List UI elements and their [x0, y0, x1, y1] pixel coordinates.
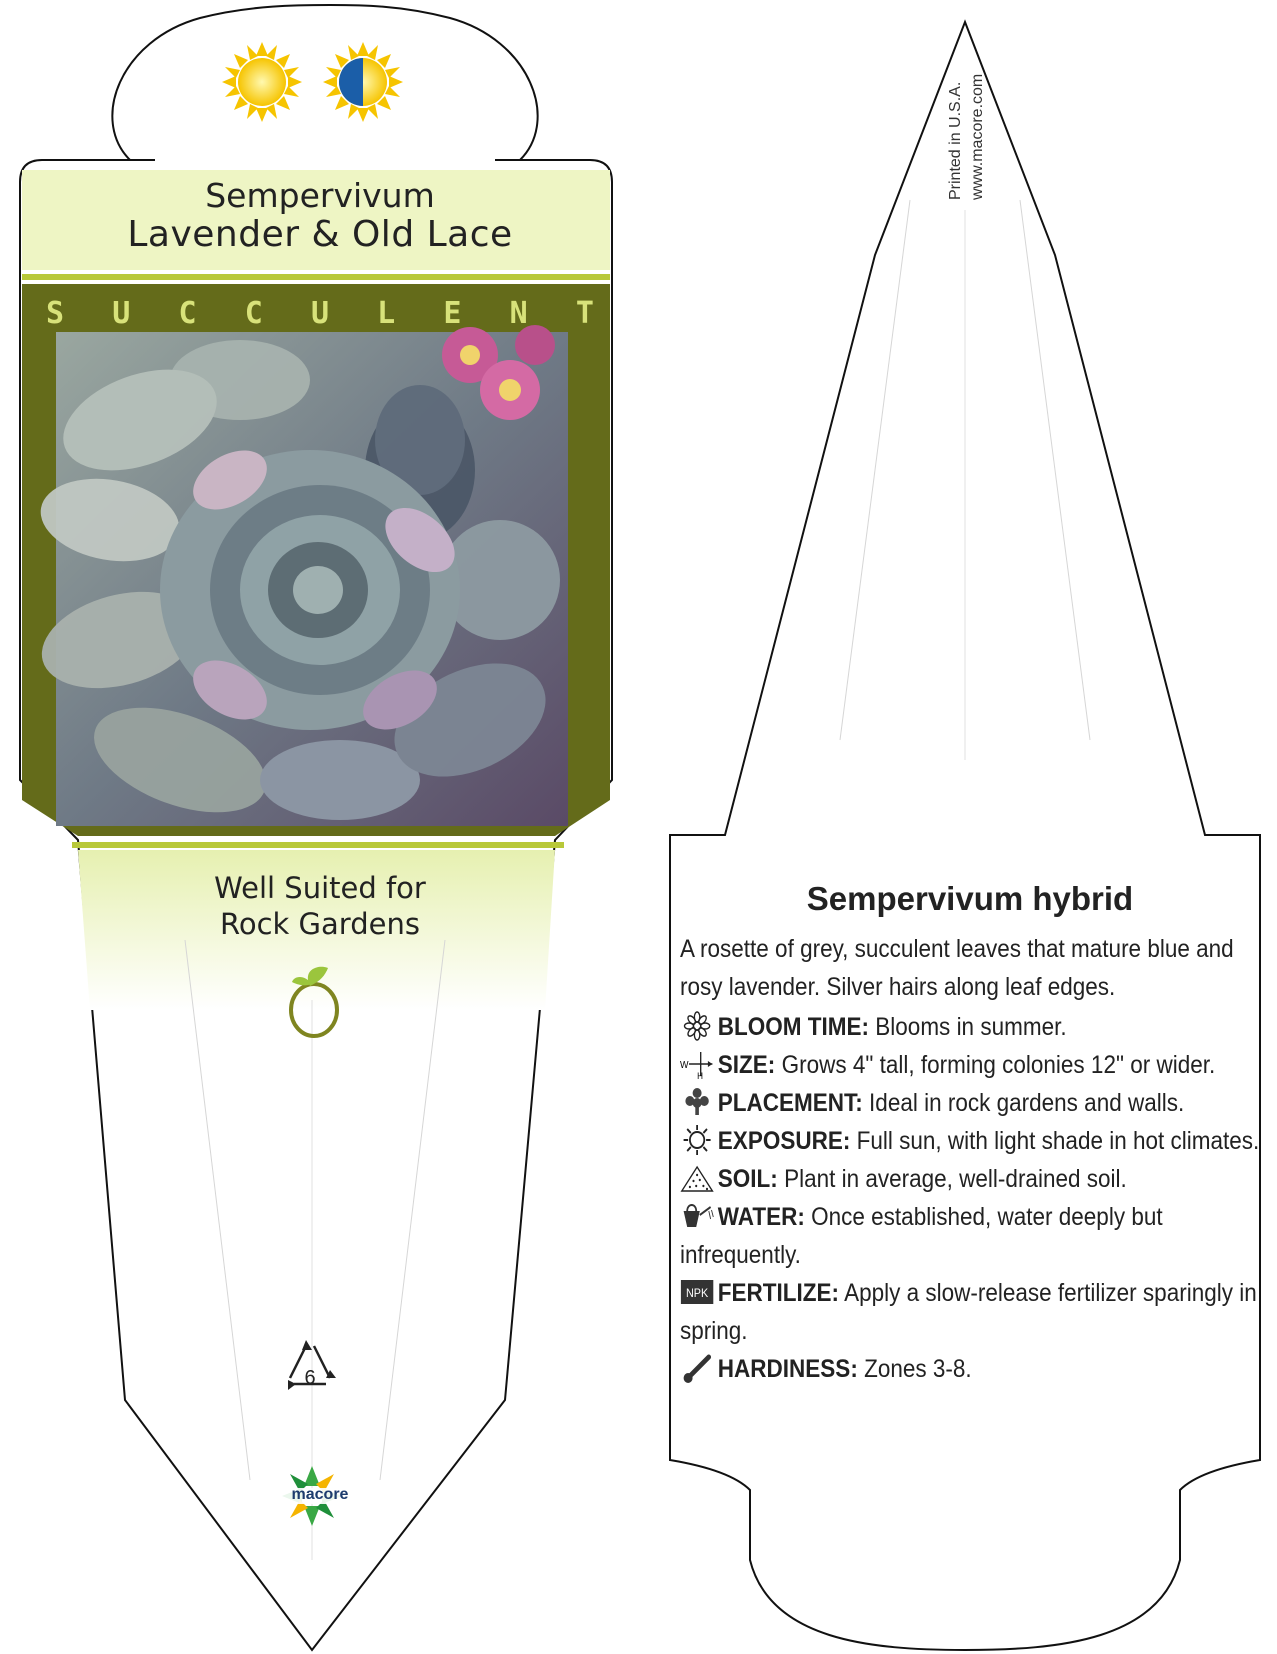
care-label: WATER:: [717, 1203, 805, 1231]
size-w: W: [680, 1059, 689, 1072]
category-letter: S: [46, 296, 65, 331]
care-item-hardiness: [680, 1350, 1261, 1388]
care-item-water: [680, 1198, 1261, 1274]
plant-photo: [31, 325, 568, 833]
back-title: Sempervivum hybrid: [806, 880, 1134, 917]
website: www.macore.com: [969, 73, 986, 200]
care-text: Grows 4" tall, forming colonies 12" or wider.: [781, 1051, 1216, 1079]
feature-line: Well Suited for: [214, 871, 426, 905]
size-h: H: [697, 1070, 703, 1079]
care-text: Blooms in summer.: [875, 1013, 1067, 1041]
brand-logo: macore: [291, 1486, 349, 1503]
category-letter: C: [244, 296, 263, 331]
care-item-placement: [680, 1084, 1261, 1122]
category-letter: U: [310, 296, 329, 331]
plant-genus: Sempervivum: [205, 176, 435, 215]
care-item-exposure: [680, 1122, 1261, 1160]
thermometer-icon: [680, 1353, 714, 1383]
plant-category: [22, 296, 618, 331]
category-letter: C: [178, 296, 197, 331]
watering-can-icon: [680, 1201, 714, 1231]
sun-icon: [680, 1125, 714, 1155]
placement-icon: [680, 1087, 714, 1117]
size-icon: [680, 1049, 714, 1079]
recycle-code: 6: [304, 1367, 316, 1389]
care-label: HARDINESS:: [717, 1355, 858, 1383]
category-letter: L: [377, 296, 396, 331]
flower-icon: [680, 1011, 714, 1041]
category-letter: N: [509, 296, 528, 331]
care-text: Plant in average, well-drained soil.: [784, 1165, 1127, 1193]
soil-icon: [680, 1163, 714, 1193]
care-label: SOIL:: [717, 1165, 778, 1193]
care-text: Apply a slow-release fertilizer sparingly in spring.: [680, 1279, 1257, 1345]
part-sun-icon: [323, 42, 403, 122]
care-label: FERTILIZE:: [717, 1279, 840, 1307]
category-letter: E: [443, 296, 462, 331]
care-text: Ideal in rock gardens and walls.: [869, 1089, 1185, 1117]
care-text: Once established, water deeply but infrequently.: [680, 1203, 1163, 1269]
category-letter: T: [575, 296, 594, 331]
plant-cultivar: Lavender & Old Lace: [127, 214, 513, 255]
care-item-soil: [680, 1160, 1261, 1198]
npk-text: NPK: [686, 1287, 709, 1301]
feature-line: Rock Gardens: [220, 907, 420, 941]
care-list: [680, 1008, 1261, 1388]
full-sun-icon: [222, 42, 302, 122]
printed-in: Printed in U.S.A.: [947, 81, 964, 200]
care-label: PLACEMENT:: [717, 1089, 863, 1117]
npk-icon: [680, 1277, 714, 1307]
care-text: Zones 3-8.: [864, 1355, 972, 1383]
care-item-size: [680, 1046, 1261, 1084]
care-item-fertilize: [680, 1274, 1261, 1350]
print-info: [945, 0, 989, 200]
plant-description: A rosette of grey, succulent leaves that mature blue and rosy lavender. Silver hairs along leaf edges.: [680, 935, 1234, 1001]
feature-text: [0, 870, 640, 942]
category-letter: U: [112, 296, 131, 331]
care-text: Full sun, with light shade in hot climates.: [856, 1127, 1260, 1155]
care-label: BLOOM TIME:: [717, 1013, 870, 1041]
care-item-bloom-time: [680, 1008, 1261, 1046]
care-label: SIZE:: [717, 1051, 776, 1079]
care-label: EXPOSURE:: [717, 1127, 851, 1155]
